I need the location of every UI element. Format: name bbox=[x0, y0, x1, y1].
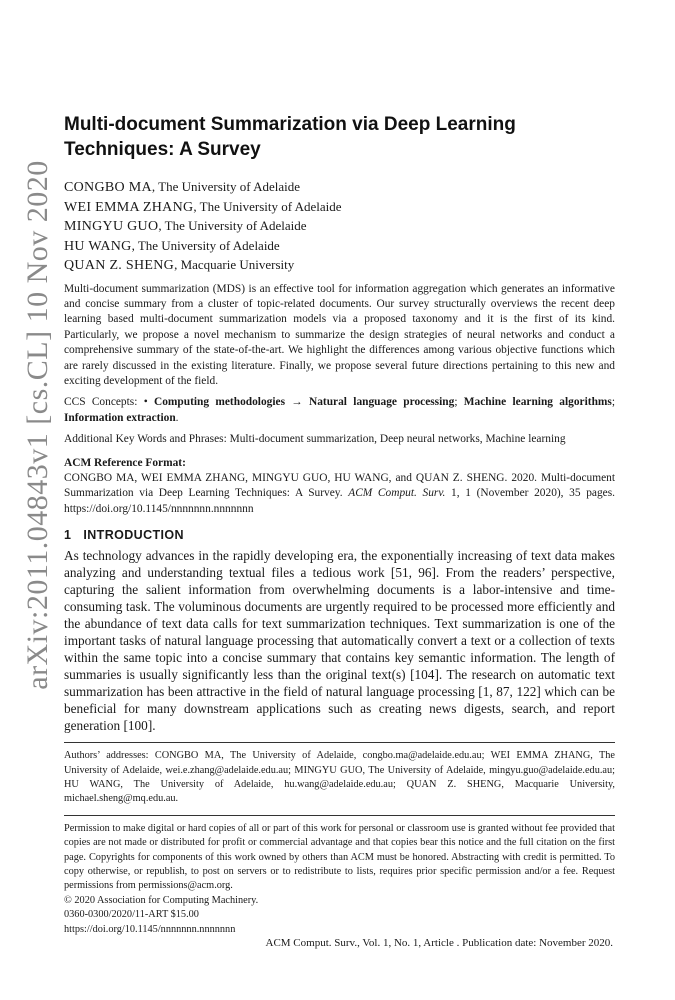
author-affiliation: , The University of Adelaide bbox=[158, 218, 307, 233]
section-number: 1 bbox=[64, 528, 72, 543]
arxiv-stamp bbox=[18, 160, 58, 690]
ccs-concepts bbox=[64, 395, 615, 426]
arxiv-stamp-text: arXiv:2011.04843v1 [cs.CL] 10 Nov 2020 bbox=[21, 160, 54, 690]
acm-reference-details: 1, 1 (November 2020), 35 pages. https://doi.org/10.1145/nnnnnnn.nnnnnnn bbox=[64, 487, 615, 515]
permission-notice: Permission to make digital or hard copies of all or part of this work for personal or classroom use is granted without fee provided that copies are not made or distributed for profit or commercial advantage and that copies bear this notice and the full citation on the first page. Copyrights for components of this work owned by others than ACM must be honored. Abstracting with credit is permitted. To copy otherwise, or republish, to post on servers or to redistribute to lists, requires prior specific permission and/or a fee. Request permissions from permissions@acm.org. bbox=[64, 822, 615, 892]
ccs-separator: ; bbox=[454, 396, 464, 409]
author-affiliation: , The University of Adelaide bbox=[193, 198, 342, 214]
author-name: HU WANG bbox=[64, 238, 132, 254]
permission-divider bbox=[64, 815, 615, 816]
author-affiliation: , The University of Adelaide bbox=[131, 237, 280, 253]
copyright-line: © 2020 Association for Computing Machinery. bbox=[64, 894, 259, 906]
ccs-separator: ; bbox=[611, 396, 615, 409]
acm-reference-authors: CONGBO MA, WEI EMMA ZHANG, MINGYU GUO, HU WANG, and QUAN Z. SHENG. 2020. Multi-document Summarization via Deep Learning Techniques: A Survey. bbox=[64, 471, 615, 500]
ccs-end: . bbox=[175, 411, 179, 424]
acm-reference-heading: ACM Reference Format: bbox=[64, 456, 186, 469]
ccs-item: Computing methodologies → Natural language processing bbox=[154, 396, 455, 409]
additional-keywords: Additional Key Words and Phrases: Multi-document summarization, Deep neural networks, Machine learning bbox=[64, 433, 566, 446]
issn-line: 0360-0300/2020/11-ART $15.00 bbox=[64, 909, 199, 921]
author-entry bbox=[64, 256, 615, 276]
author-entry bbox=[64, 178, 615, 198]
section-title: INTRODUCTION bbox=[83, 528, 184, 543]
doi-line: https://doi.org/10.1145/nnnnnnn.nnnnnnn bbox=[64, 923, 236, 935]
author-entry bbox=[64, 198, 615, 218]
author-entry bbox=[64, 217, 615, 237]
ccs-label: CCS Concepts: • bbox=[64, 396, 148, 409]
section-heading-introduction bbox=[64, 527, 615, 543]
author-name: QUAN Z. SHENG bbox=[64, 258, 175, 273]
author-affiliation: , Macquarie University bbox=[174, 257, 295, 272]
ccs-item: Information extraction bbox=[64, 411, 176, 424]
footnote-divider bbox=[64, 742, 615, 743]
authors-addresses: Authors’ addresses: CONGBO MA, The University of Adelaide, congbo.ma@adelaide.edu.au; WEI EMMA ZHANG, The University of Adelaide, wei.e.zhang@adelaide.edu.au; MINGYU GUO, The University of Adelaide, mingyu.guo@adelaide.edu.au; HU WANG, The University of Adelaide, hu.wang@adelaide.edu.au; QUAN Z. SHENG, Macquarie University, michael.sheng@mq.edu.au. bbox=[64, 750, 615, 805]
introduction-paragraph: As technology advances in the rapidly developing era, the exponentially increasing of text data makes analyzing and understanding textual files a tedious work [51, 96]. From the readers’ perspective, capturing the salient information from overwhelming documents is a labor-intensive and time-consuming task. The voluminous documents are urgently required to be processed more efficiently and the abundance of text data calls for text summarization techniques. Text summarization is one of the important tasks of natural language processing that automatically convert a text or a collection of texts within the same topic into a concise summary that contains key semantic information. The length of summaries is usually significantly less than the original text(s) [104]. The research on automatic text summarization has been attractive in the field of natural language processing [1, 87, 122] which can be beneficial for many downstream applications such as creating news digests, search, and report generation [100]. bbox=[64, 548, 615, 734]
author-name: WEI EMMA ZHANG bbox=[64, 199, 194, 215]
author-name: MINGYU GUO bbox=[64, 219, 159, 234]
paper-first-page bbox=[64, 112, 615, 937]
author-entry bbox=[64, 237, 615, 257]
ccs-item: Machine learning algorithms bbox=[463, 396, 612, 409]
author-name: CONGBO MA bbox=[64, 180, 152, 195]
paper-title: Multi-document Summarization via Deep Learning Techniques: A Survey bbox=[64, 114, 516, 160]
abstract: Multi-document summarization (MDS) is an effective tool for information aggregation which generates an informative and concise summary from a cluster of topic-related documents. Our survey structurally overviews the recent deep learning based multi-document summarization models via a proposed taxonomy and it is the first of its kind. Particularly, we propose a novel mechanism to summarize the design strategies of neural networks and conduct a comprehensive summary of the state-of-the-art. We highlight the differences among various objective functions which are rarely discussed in the existing literature. Finally, we propose several future directions pertaining to this new and exciting development of the field. bbox=[64, 282, 615, 387]
acm-reference-journal: ACM Comput. Surv. bbox=[348, 487, 446, 500]
author-affiliation: , The University of Adelaide bbox=[151, 179, 301, 194]
author-list bbox=[64, 178, 615, 276]
running-footer: ACM Comput. Surv., Vol. 1, No. 1, Article . Publication date: November 2020. bbox=[265, 937, 613, 949]
acm-reference bbox=[64, 471, 615, 517]
